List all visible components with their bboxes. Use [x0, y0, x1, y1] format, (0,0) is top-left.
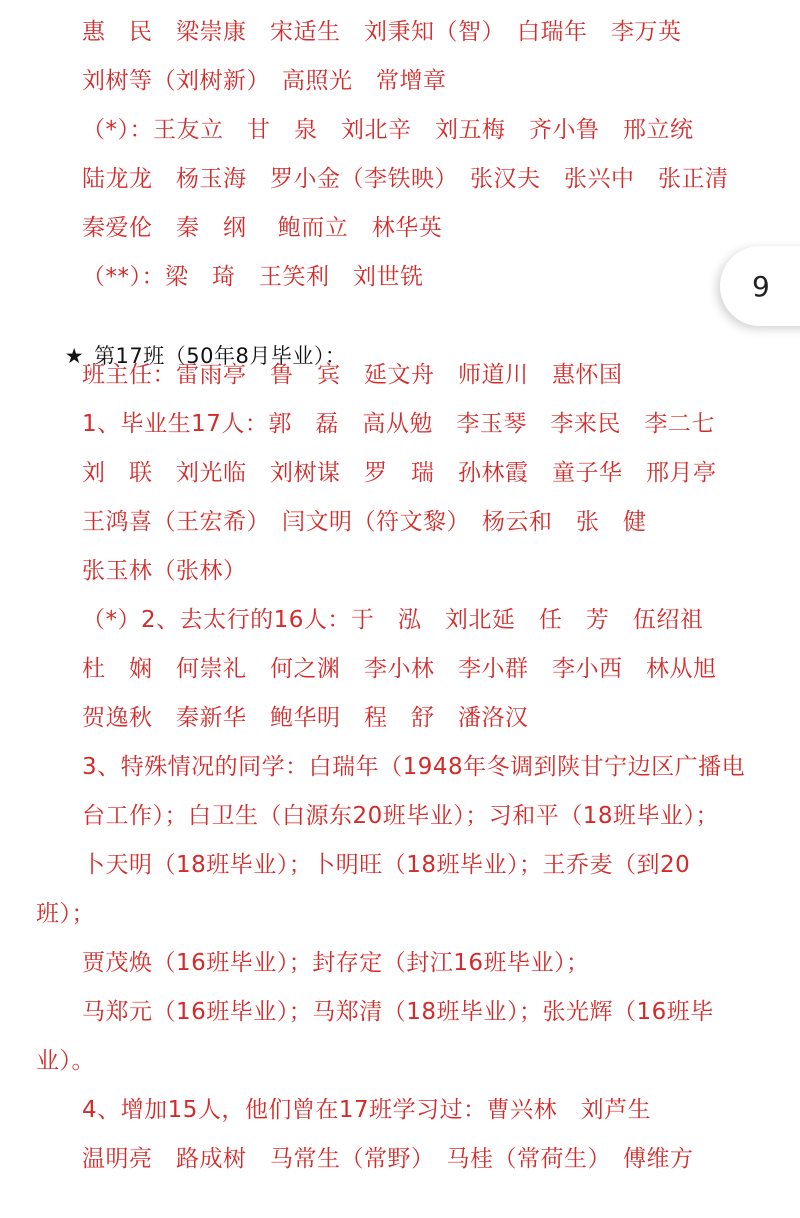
- roster-line: 4、增加15人，他们曾在17班学习过：曹兴林 刘芦生: [82, 1097, 652, 1123]
- roster-line: 贺逸秋 秦新华 鲍华明 程 舒 潘洛汉: [82, 705, 529, 731]
- roster-line: （**）：梁 琦 王笑利 刘世铣: [82, 264, 424, 290]
- roster-line: （*）：王友立 甘 泉 刘北辛 刘五梅 齐小鲁 邢立统: [82, 117, 694, 143]
- roster-line: 台工作）；白卫生（白源东20班毕业）；习和平（18班毕业）；: [82, 803, 720, 829]
- roster-line: 业）。: [36, 1048, 95, 1074]
- roster-line: （*）2、去太行的16人：于 泓 刘北延 任 芳 伍绍祖: [82, 607, 704, 633]
- roster-line: 温明亮 路成树 马常生（常野） 马桂（常荷生） 傅维方: [82, 1146, 694, 1172]
- page-number: 9: [752, 269, 770, 303]
- page-number-tab[interactable]: [720, 246, 800, 326]
- roster-line: 3、特殊情况的同学：白瑞年（1948年冬调到陕甘宁边区广播电: [82, 754, 746, 780]
- roster-line: 刘 联 刘光临 刘树谋 罗 瑞 孙林霞 童子华 邢月亭: [82, 460, 717, 486]
- roster-line: 马郑元（16班毕业）；马郑清（18班毕业）；张光辉（16班毕: [82, 999, 714, 1025]
- roster-line: 班）；: [36, 901, 95, 927]
- roster-line: 王鸿喜（王宏希） 闫文明（符文黎） 杨云和 张 健: [82, 509, 647, 535]
- section-heading-text: 第17班（50年8月毕业）：: [94, 344, 347, 368]
- roster-line: 卜天明（18班毕业）；卜明旺（18班毕业）；王乔麦（到20: [82, 852, 691, 878]
- roster-line: 1、毕业生17人：郭 磊 高从勉 李玉琴 李来民 李二七: [82, 411, 715, 437]
- roster-line: 陆龙龙 杨玉海 罗小金（李铁映） 张汉夫 张兴中 张正清: [82, 166, 729, 192]
- roster-line: 刘树等（刘树新） 高照光 常增章: [82, 68, 447, 94]
- roster-line: 贾茂焕（16班毕业）；封存定（封江16班毕业）；: [82, 950, 590, 976]
- star-icon: ★: [64, 344, 85, 368]
- roster-line: 秦爱伦 秦 纲 鲍而立 林华英: [82, 215, 443, 241]
- roster-line: 杜 娴 何崇礼 何之渊 李小林 李小群 李小西 林从旭: [82, 656, 717, 682]
- class-teachers-line: 班主任：雷雨亭 鲁 宾 延文舟 师道川 惠怀国: [82, 362, 623, 388]
- roster-line: 惠 民 梁崇康 宋适生 刘秉知（智） 白瑞年 李万英: [82, 19, 682, 45]
- roster-line: 张玉林（张林）: [82, 558, 247, 584]
